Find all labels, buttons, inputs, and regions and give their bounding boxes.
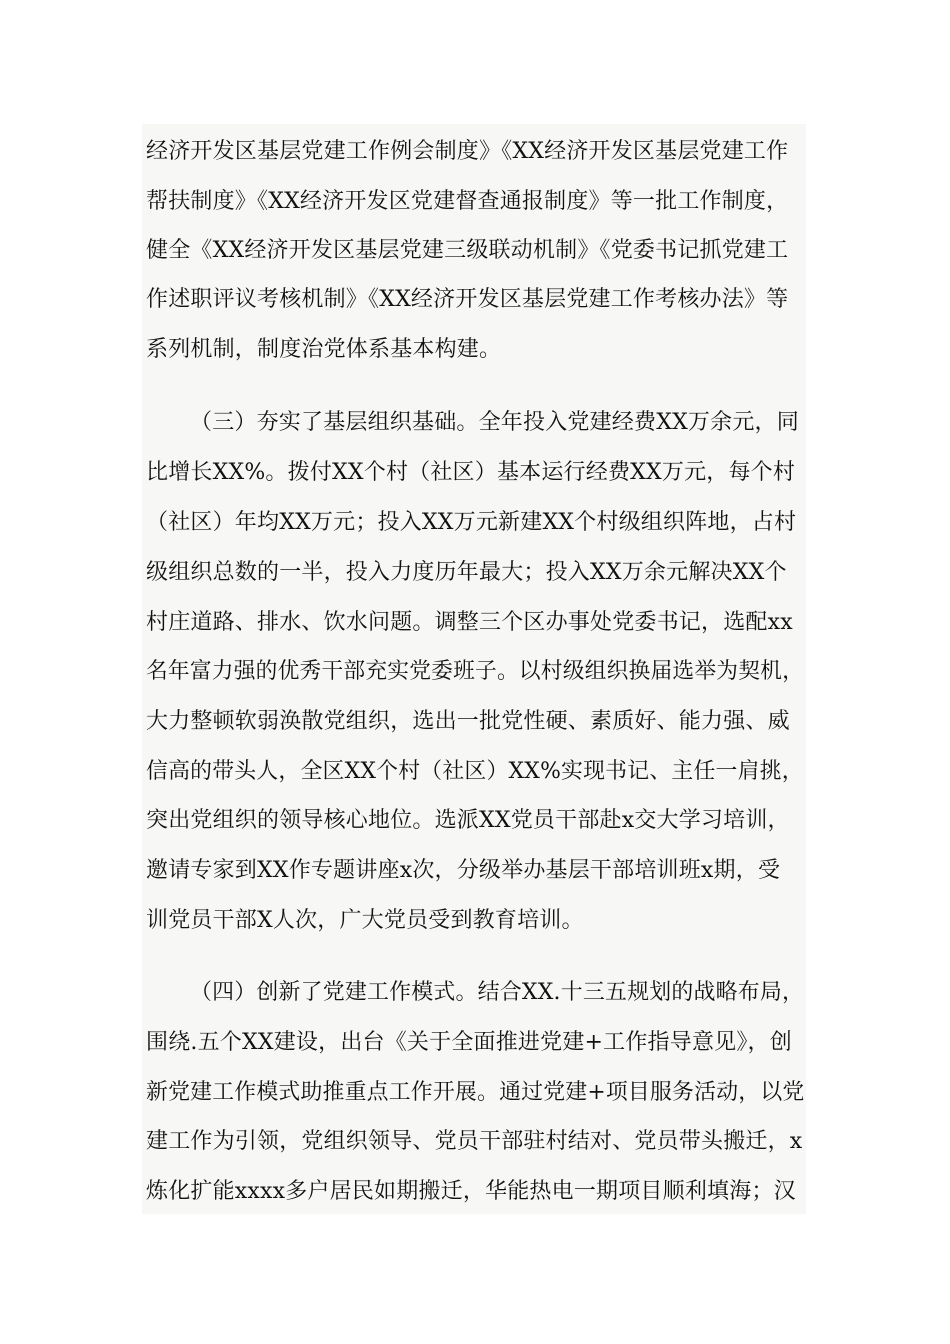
text-line: 名年富力强的优秀干部充实党委班子。以村级组织换届选举为契机， <box>146 659 805 684</box>
text-line: 帮扶制度》《XX经济开发区党建督查通报制度》等一批工作制度， <box>146 189 789 214</box>
text-line: 村庄道路、排水、饮水问题。调整三个区办事处党委书记，选配xx <box>146 610 793 635</box>
text-line: 训党员干部X人次，广大党员受到教育培训。 <box>146 908 584 933</box>
paragraph-start-line: （四）创新了党建工作模式。结合XX.十三五规划的战略布局， <box>190 980 805 1005</box>
text-line: 邀请专家到XX作专题讲座x次，分级举办基层干部培训班x期，受 <box>146 858 781 883</box>
text-line: 健全《XX经济开发区基层党建三级联动机制》《党委书记抓党建工 <box>146 238 789 263</box>
text-line: 围绕.五个XX建设，出台《关于全面推进党建+工作指导意见》，创 <box>146 1030 792 1055</box>
text-line: 新党建工作模式助推重点工作开展。通过党建+项目服务活动，以党 <box>146 1080 805 1105</box>
paragraph-start-line: （三）夯实了基层组织基础。全年投入党建经费XX万余元，同 <box>190 410 799 435</box>
text-line: 系列机制，制度治党体系基本构建。 <box>146 337 502 362</box>
text-line: 比增长XX%。拨付XX个村（社区）基本运行经费XX万元，每个村 <box>146 460 796 485</box>
text-line: 作述职评议考核机制》《XX经济开发区基层党建工作考核办法》等 <box>146 287 789 312</box>
text-line: 建工作为引领，党组织领导、党员干部驻村结对、党员带头搬迁，x <box>146 1129 803 1154</box>
text-line: 突出党组织的领导核心地位。选派XX党员干部赴x交大学习培训， <box>146 808 790 833</box>
text-line: 经济开发区基层党建工作例会制度》《XX经济开发区基层党建工作 <box>146 139 789 164</box>
text-line: （社区）年均XX万元；投入XX万元新建XX个村级组织阵地，占村 <box>146 510 797 535</box>
text-line: 大力整顿软弱涣散党组织，选出一批党性硬、素质好、能力强、威 <box>146 709 790 734</box>
text-line: 信高的带头人，全区XX个村（社区）XX%实现书记、主任一肩挑， <box>146 759 804 784</box>
text-line: 级组织总数的一半，投入力度历年最大；投入XX万余元解决XX个 <box>146 560 787 585</box>
text-line: 炼化扩能xxxx多户居民如期搬迁，华能热电一期项目顺利填海；汉 <box>146 1179 796 1204</box>
